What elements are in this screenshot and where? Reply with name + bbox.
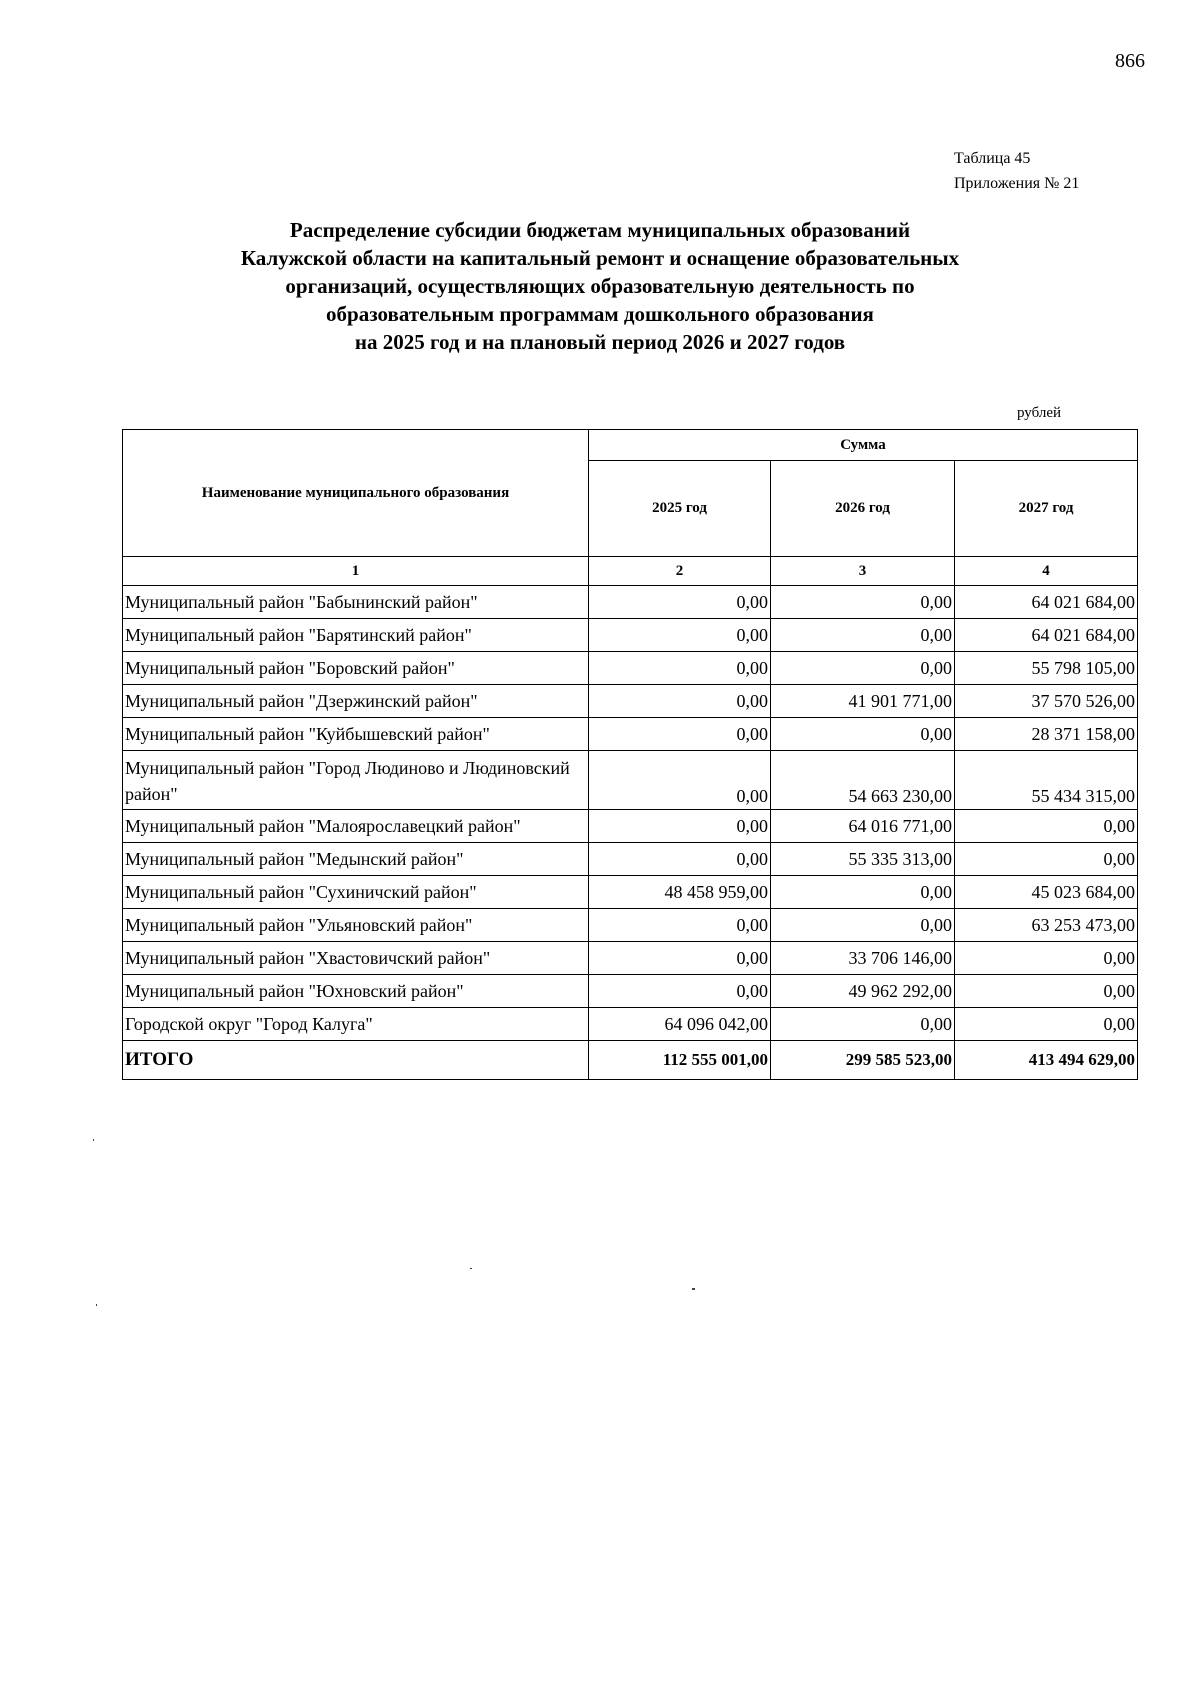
amount-2025: 0,00: [589, 751, 771, 810]
municipality-name: Муниципальный район "Хвастовичский район": [123, 942, 589, 975]
amount-2025: 0,00: [589, 975, 771, 1008]
header-year-2026: 2026 год: [771, 461, 955, 557]
column-number: 2: [589, 557, 771, 586]
scan-speck: [93, 1139, 94, 1141]
document-title: [100, 216, 1100, 356]
amount-2027: 0,00: [955, 942, 1138, 975]
municipality-name: Городской округ "Город Калуга": [123, 1008, 589, 1041]
amount-2027: 45 023 684,00: [955, 876, 1138, 909]
table-row: [123, 586, 1138, 619]
amount-2026: 49 962 292,00: [771, 975, 955, 1008]
amount-2025: 0,00: [589, 942, 771, 975]
column-number: 3: [771, 557, 955, 586]
units-label: рублей: [1017, 405, 1062, 421]
amount-2027: 28 371 158,00: [955, 718, 1138, 751]
amount-2026: 0,00: [771, 652, 955, 685]
total-label: ИТОГО: [123, 1041, 589, 1080]
annex-label: Приложения № 21: [954, 175, 1080, 192]
header-sum: Сумма: [589, 430, 1138, 461]
column-number: 4: [955, 557, 1138, 586]
table-row: [123, 619, 1138, 652]
header-year-2027: 2027 год: [955, 461, 1138, 557]
title-line: организаций, осуществляющих образовательную деятельность по: [285, 274, 915, 298]
amount-2025: 0,00: [589, 619, 771, 652]
title-line: образовательным программам дошкольного образования: [326, 302, 874, 326]
amount-2025: 0,00: [589, 718, 771, 751]
amount-2026: 0,00: [771, 1008, 955, 1041]
amount-2025: 48 458 959,00: [589, 876, 771, 909]
total-2025: 112 555 001,00: [589, 1041, 771, 1080]
amount-2027: 0,00: [955, 810, 1138, 843]
scan-speck: [692, 1288, 695, 1290]
table-row: [123, 652, 1138, 685]
table-row: [123, 975, 1138, 1008]
amount-2026: 33 706 146,00: [771, 942, 955, 975]
page-number: 866: [1115, 50, 1145, 72]
amount-2026: 41 901 771,00: [771, 685, 955, 718]
table-row: [123, 876, 1138, 909]
header-municipality-name: Наименование муниципального образования: [123, 430, 589, 557]
amount-2027: 0,00: [955, 975, 1138, 1008]
amount-2025: 0,00: [589, 586, 771, 619]
title-line: на 2025 год и на плановый период 2026 и 2027 годов: [354, 330, 846, 354]
amount-2026: 64 016 771,00: [771, 810, 955, 843]
table-row: [123, 810, 1138, 843]
total-2026: 299 585 523,00: [771, 1041, 955, 1080]
amount-2026: 54 663 230,00: [771, 751, 955, 810]
total-2027: 413 494 629,00: [955, 1041, 1138, 1080]
municipality-name: Муниципальный район "Дзержинский район": [123, 685, 589, 718]
table-row: [123, 942, 1138, 975]
table-row: [123, 909, 1138, 942]
municipality-name: Муниципальный район "Медынский район": [123, 843, 589, 876]
title-line: Распределение субсидии бюджетам муниципальных образований: [289, 218, 911, 242]
amount-2026: 0,00: [771, 586, 955, 619]
amount-2025: 64 096 042,00: [589, 1008, 771, 1041]
amount-2025: 0,00: [589, 652, 771, 685]
amount-2025: 0,00: [589, 909, 771, 942]
amount-2026: 0,00: [771, 909, 955, 942]
amount-2026: 0,00: [771, 876, 955, 909]
municipality-name: Муниципальный район "Куйбышевский район": [123, 718, 589, 751]
table-row: [123, 1008, 1138, 1041]
table-row: [123, 718, 1138, 751]
subsidy-table: [122, 429, 1138, 1080]
municipality-name: Муниципальный район "Боровский район": [123, 652, 589, 685]
amount-2027: 64 021 684,00: [955, 586, 1138, 619]
amount-2027: 0,00: [955, 843, 1138, 876]
municipality-name: Муниципальный район "Ульяновский район": [123, 909, 589, 942]
table-label: Таблица 45: [954, 150, 1031, 167]
scan-speck: [96, 1304, 97, 1306]
amount-2027: 37 570 526,00: [955, 685, 1138, 718]
total-row: [123, 1041, 1138, 1080]
scan-speck: [470, 1268, 472, 1269]
table-row: [123, 751, 1138, 810]
amount-2027: 55 798 105,00: [955, 652, 1138, 685]
amount-2025: 0,00: [589, 685, 771, 718]
amount-2026: 0,00: [771, 619, 955, 652]
amount-2027: 0,00: [955, 1008, 1138, 1041]
amount-2027: 63 253 473,00: [955, 909, 1138, 942]
amount-2026: 0,00: [771, 718, 955, 751]
amount-2027: 55 434 315,00: [955, 751, 1138, 810]
header-year-2025: 2025 год: [589, 461, 771, 557]
municipality-name: Муниципальный район "Юхновский район": [123, 975, 589, 1008]
municipality-name: Муниципальный район "Барятинский район": [123, 619, 589, 652]
municipality-name: Муниципальный район "Малоярославецкий район": [123, 810, 589, 843]
title-line: Калужской области на капитальный ремонт и оснащение образовательных: [240, 246, 960, 270]
amount-2026: 55 335 313,00: [771, 843, 955, 876]
table-row: [123, 843, 1138, 876]
amount-2027: 64 021 684,00: [955, 619, 1138, 652]
table-row: [123, 685, 1138, 718]
appendix-reference: [954, 146, 1079, 196]
municipality-name: Муниципальный район "Город Людиново и Людиновский район": [123, 751, 589, 810]
municipality-name: Муниципальный район "Бабынинский район": [123, 586, 589, 619]
column-number: 1: [123, 557, 589, 586]
amount-2025: 0,00: [589, 843, 771, 876]
amount-2025: 0,00: [589, 810, 771, 843]
municipality-name: Муниципальный район "Сухиничский район": [123, 876, 589, 909]
